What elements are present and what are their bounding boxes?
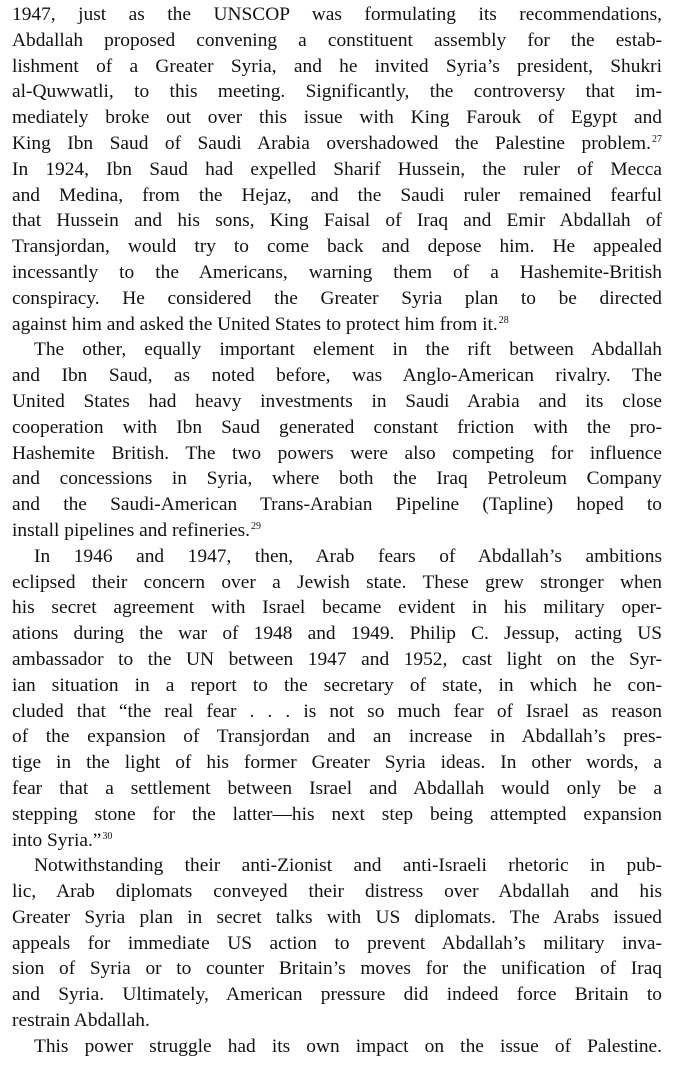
line-text: restrain Abdallah. [12, 1010, 150, 1032]
line-text: against him and asked the United States to protect him from it. [12, 313, 498, 335]
text-line [12, 2, 662, 28]
text-line [12, 105, 662, 131]
text-line [12, 157, 662, 183]
text-line [12, 389, 662, 415]
text-line [12, 1034, 662, 1060]
text-line [12, 337, 662, 363]
line-text: and Medina, from the Hejaz, and the Saudi ruler remained fearful [12, 184, 662, 206]
text-line [12, 750, 662, 776]
text-line [12, 492, 662, 518]
footnote-marker: 27 [652, 133, 662, 145]
line-text: ations during the war of 1948 and 1949. Philip C. Jessup, acting US [12, 623, 662, 645]
text-line [12, 234, 662, 260]
line-text: Hashemite British. The two powers were also competing for influence [12, 442, 662, 464]
paragraph [12, 337, 662, 543]
text-line [12, 853, 662, 879]
line-text: al-Quwwatli, to this meeting. Significantly, the controversy that im- [12, 81, 662, 103]
line-text: stepping stone for the latter—his next step being attempted expansion [12, 803, 662, 825]
footnote-marker: 30 [102, 830, 113, 842]
text-line [12, 982, 662, 1008]
text-line [12, 260, 662, 286]
line-text: mediately broke out over this issue with King Farouk of Egypt and [12, 107, 662, 129]
line-text: incessantly to the Americans, warning them of a Hashemite-British [12, 261, 662, 283]
line-text: into Syria.” [12, 829, 102, 851]
line-text: and the Saudi-American Trans-Arabian Pipeline (Tapline) hoped to [12, 494, 662, 516]
line-text: In 1946 and 1947, then, Arab fears of Abdallah’s ambitions [34, 545, 662, 567]
text-line [12, 54, 662, 80]
line-text: his secret agreement with Israel became evident in his military oper- [12, 597, 662, 619]
text-line [12, 956, 662, 982]
line-text: The other, equally important element in the rift between Abdallah [34, 339, 662, 361]
line-text: This power struggle had its own impact on the issue of Palestine. [34, 1035, 662, 1057]
line-text: fear that a settlement between Israel and Abdallah would only be a [12, 777, 662, 799]
text-line [12, 208, 662, 234]
line-text: sion of Syria or to counter Britain’s moves for the unification of Iraq [12, 958, 662, 980]
text-line [12, 415, 662, 441]
line-text: cooperation with Ibn Saud generated constant friction with the pro- [12, 416, 662, 438]
text-line [12, 879, 662, 905]
text-line [12, 131, 662, 157]
line-text: lic, Arab diplomats conveyed their distress over Abdallah and his [12, 881, 662, 903]
line-text: King Ibn Saud of Saudi Arabia overshadowed the Palestine problem. [12, 132, 651, 154]
text-line [12, 621, 662, 647]
text-line [12, 28, 662, 54]
line-text: ian situation in a report to the secretary of state, in which he con- [12, 674, 662, 696]
footnote-marker: 28 [498, 314, 509, 326]
line-text: and Ibn Saud, as noted before, was Anglo-American rivalry. The [12, 365, 662, 387]
text-line [12, 312, 662, 338]
line-text: Transjordan, would try to come back and depose him. He appealed [12, 236, 662, 258]
text-line [12, 931, 662, 957]
line-text: cluded that “the real fear . . . is not so much fear of Israel as reason [12, 700, 662, 722]
text-line [12, 518, 662, 544]
paragraph [12, 1034, 662, 1060]
line-text: 1947, just as the UNSCOP was formulating its recommendations, [12, 4, 662, 25]
paragraph [12, 2, 662, 337]
line-text: Greater Syria plan in secret talks with US diplomats. The Arabs issued [12, 906, 662, 928]
line-text: Notwithstanding their anti-Zionist and anti-Israeli rhetoric in pub- [34, 855, 662, 877]
book-page-text [12, 2, 662, 1060]
text-line [12, 802, 662, 828]
line-text: lishment of a Greater Syria, and he invited Syria’s president, Shukri [12, 55, 662, 77]
text-line [12, 828, 662, 854]
text-line [12, 183, 662, 209]
text-line [12, 1008, 662, 1034]
text-line [12, 544, 662, 570]
line-text: of the expansion of Transjordan and an increase in Abdallah’s pres- [12, 726, 662, 748]
line-text: tige in the light of his former Greater Syria ideas. In other words, a [12, 752, 662, 774]
line-text: that Hussein and his sons, King Faisal of Iraq and Emir Abdallah of [12, 210, 662, 232]
text-line [12, 905, 662, 931]
line-text: install pipelines and refineries. [12, 519, 250, 541]
footnote-marker: 29 [251, 520, 261, 532]
paragraph [12, 544, 662, 854]
text-line [12, 595, 662, 621]
line-text: eclipsed their concern over a Jewish state. These grew stronger when [12, 571, 662, 593]
line-text: appeals for immediate US action to prevent Abdallah’s military inva- [12, 932, 662, 954]
text-line [12, 570, 662, 596]
text-line [12, 441, 662, 467]
line-text: conspiracy. He considered the Greater Syria plan to be directed [12, 287, 662, 309]
text-line [12, 79, 662, 105]
line-text: ambassador to the UN between 1947 and 1952, cast light on the Syr- [12, 648, 662, 670]
text-line [12, 776, 662, 802]
text-line [12, 724, 662, 750]
line-text: and concessions in Syria, where both the Iraq Petroleum Company [12, 468, 662, 490]
text-line [12, 466, 662, 492]
text-line [12, 286, 662, 312]
text-line [12, 647, 662, 673]
line-text: and Syria. Ultimately, American pressure did indeed force Britain to [12, 984, 662, 1006]
line-text: Abdallah proposed convening a constituent assembly for the estab- [12, 29, 662, 51]
line-text: In 1924, Ibn Saud had expelled Sharif Hussein, the ruler of Mecca [12, 158, 662, 180]
text-line [12, 699, 662, 725]
text-line [12, 673, 662, 699]
line-text: United States had heavy investments in Saudi Arabia and its close [12, 390, 662, 412]
text-line [12, 363, 662, 389]
paragraph [12, 853, 662, 1034]
